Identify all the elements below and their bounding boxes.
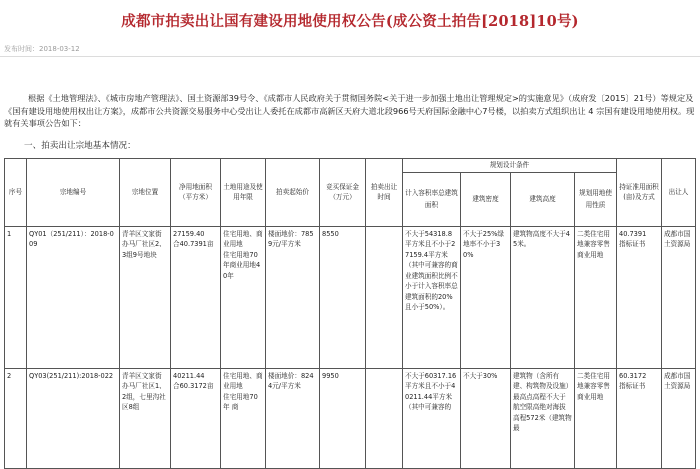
cell-location: 青羊区文家街办马厂社区2、3组9号地块 <box>120 226 171 368</box>
cell-far: 不大于60317.16平方米且不小于40211.44平方米（其中可兼容的 <box>403 368 461 468</box>
header-start-price: 拍卖起始价 <box>266 159 320 227</box>
cell-time <box>366 226 403 368</box>
page-title: 成都市拍卖出让国有建设用地使用权公告(成公资土拍告[2018]10号) <box>121 13 579 30</box>
header-time: 拍卖出让时间 <box>366 159 403 227</box>
cell-density: 不大于25%绿地率不小于30% <box>461 226 511 368</box>
cell-density: 不大于30% <box>461 368 511 468</box>
cell-planning-use: 二类住宅用地兼容零售商业用地 <box>575 368 617 468</box>
cell-far: 不大于54318.8平方米且不小于27159.4平方米（其中可兼容的商业建筑面积比例不小于计入容积率总建筑面积的20%且小于50%）。 <box>403 226 461 368</box>
cell-parcel-no: QY03(251/211):2018-022 <box>27 368 120 468</box>
cell-parcel-no: QY01（251/211）：2018-009 <box>27 226 120 368</box>
cell-use-term: 住宅用地、商业用地 住宅用地70年商业用地40年 <box>221 226 266 368</box>
cell-location: 青羊区文家街办马厂社区1、2组，七里沟社区8组 <box>120 368 171 468</box>
cell-area: 40211.44 合60.3172亩 <box>171 368 221 468</box>
cell-planning-use: 二类住宅用地兼容零售商业用地 <box>575 226 617 368</box>
cell-cert: 60.3172 指标证书 <box>617 368 662 468</box>
cell-height: 建筑物高度不大于45米。 <box>511 226 575 368</box>
intro-paragraph: 根据《土地管理法》、《城市房地产管理法》、国土资源部39号令、《成都市人民政府关于贯彻国务院<关于进一步加强土地出让管理规定>的实施意见》（成府发〔2015〕21号）等规定及《国有建设用地使用权出让方案》，成都市公共资源交易服务中心受出让人委托在成都市高新区天府大道北段966号天府国际金融中心7号楼，以拍卖方式组织出让 4 宗国有建设用地使用权。现就有关事项公告如下： <box>4 93 695 128</box>
cell-time <box>366 368 403 468</box>
cell-seq: 1 <box>5 226 27 368</box>
header-parcel-no: 宗地编号 <box>27 159 120 227</box>
publish-date: 发布时间：2018-03-12 <box>4 45 80 53</box>
header-density: 建筑密度 <box>461 172 511 226</box>
parcel-table <box>4 158 696 469</box>
cell-grantor: 成都市国土资源局 <box>662 368 696 468</box>
header-far: 计入容积率总建筑面积 <box>403 172 461 226</box>
divider <box>0 56 700 57</box>
header-grantor: 出让人 <box>662 159 696 227</box>
cell-use-term: 住宅用地、商业用地 住宅用地70年 商 <box>221 368 266 468</box>
header-planning-group: 规划设计条件 <box>403 159 617 173</box>
header-height: 建筑高度 <box>511 172 575 226</box>
cell-start-price: 楼面地价：8244元/平方米 <box>266 368 320 468</box>
header-location: 宗地位置 <box>120 159 171 227</box>
table-row <box>5 368 696 468</box>
cell-seq: 2 <box>5 368 27 468</box>
cell-deposit: 9950 <box>320 368 366 468</box>
header-use-term: 土地用途及使用年限 <box>221 159 266 227</box>
section-title: 一、拍卖出让宗地基本情况： <box>24 141 136 151</box>
cell-cert: 40.7391 指标证书 <box>617 226 662 368</box>
cell-start-price: 楼面地价：7859元/平方米 <box>266 226 320 368</box>
header-seq: 序号 <box>5 159 27 227</box>
header-planning-use: 规划用地使用性质 <box>575 172 617 226</box>
cell-area: 27159.40 合40.7391亩 <box>171 226 221 368</box>
header-deposit: 竞买保证金（万元） <box>320 159 366 227</box>
header-area: 净用地面积（平方米） <box>171 159 221 227</box>
header-cert: 持证准用面积(亩)及方式 <box>617 159 662 227</box>
cell-grantor: 成都市国土资源局 <box>662 226 696 368</box>
table-row <box>5 226 696 368</box>
cell-height: 建筑物（含所有建、构筑物及设施）最高点高程不大于航空限高绝对海拔高程572米（建筑物最 <box>511 368 575 468</box>
cell-deposit: 8550 <box>320 226 366 368</box>
